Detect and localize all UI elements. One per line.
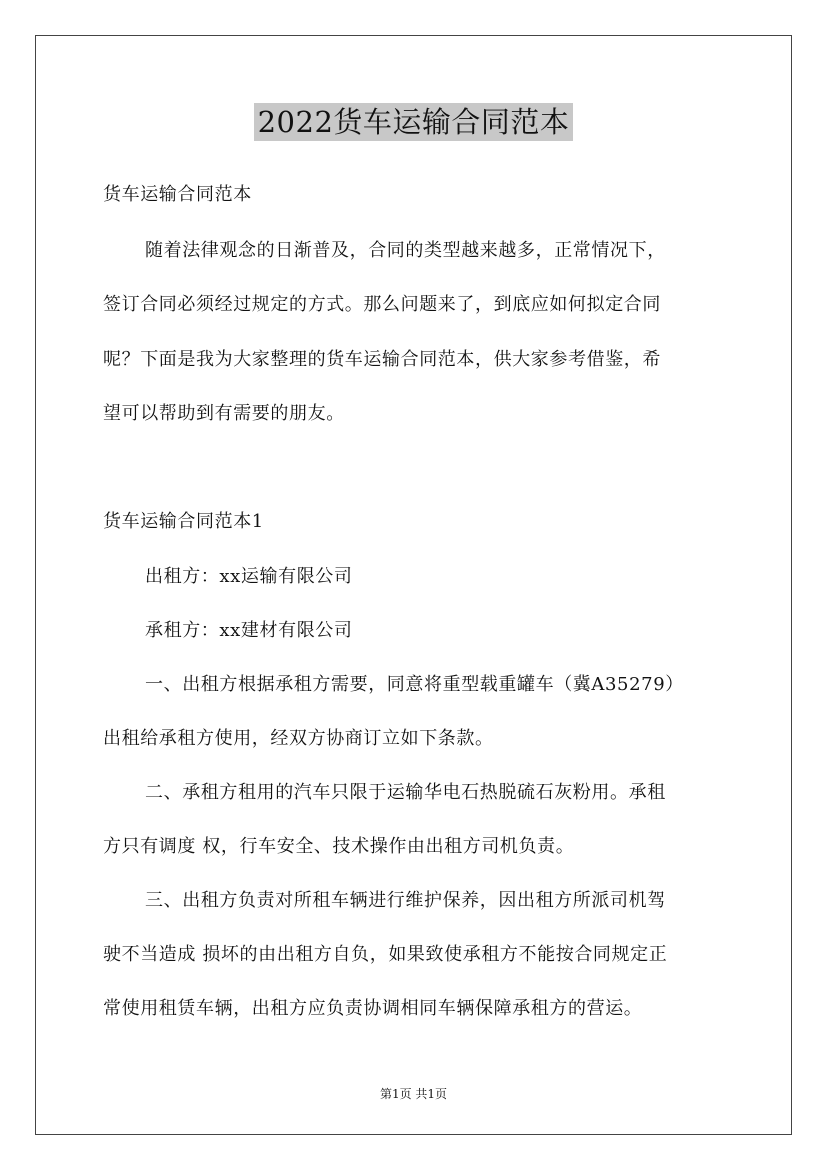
party-lessor: 出租方：xx运输有限公司 bbox=[145, 566, 353, 587]
party-lessee: 承租方：xx建材有限公司 bbox=[145, 620, 353, 641]
page-number-footer: 第1页 共1页 bbox=[379, 1087, 448, 1101]
clause-line: 二、承租方租用的汽车只限于运输华电石热脱硫石灰粉用。承租 bbox=[145, 782, 666, 803]
document-title: 2022货车运输合同范本 bbox=[254, 103, 574, 141]
clause-line: 方只有调度 权，行车安全、技术操作由出租方司机负责。 bbox=[103, 836, 575, 857]
clause-line: 一、出租方根据承租方需要，同意将重型载重罐车（冀A35279） bbox=[145, 674, 684, 695]
clause-line: 三、出租方负责对所租车辆进行维护保养，因出租方所派司机驾 bbox=[145, 890, 666, 911]
paragraph-line: 签订合同必须经过规定的方式。那么问题来了，到底应如何拟定合同 bbox=[103, 294, 661, 315]
paragraph-line: 望可以帮助到有需要的朋友。 bbox=[103, 403, 345, 424]
clause-line: 驶不当造成 损坏的由出租方自负，如果致使承租方不能按合同规定正 bbox=[103, 944, 668, 965]
clause-line: 常使用租赁车辆，出租方应负责协调相同车辆保障承租方的营运。 bbox=[103, 998, 643, 1019]
document-title-container bbox=[0, 100, 827, 141]
paragraph-line: 呢？下面是我为大家整理的货车运输合同范本，供大家参考借鉴，希 bbox=[103, 349, 661, 370]
paragraph-line: 随着法律观念的日渐普及，合同的类型越来越多，正常情况下， bbox=[145, 240, 666, 261]
section-heading: 货车运输合同范本 bbox=[103, 184, 252, 205]
section-heading: 货车运输合同范本1 bbox=[103, 511, 264, 532]
clause-line: 出租给承租方使用，经双方协商订立如下条款。 bbox=[103, 728, 494, 749]
